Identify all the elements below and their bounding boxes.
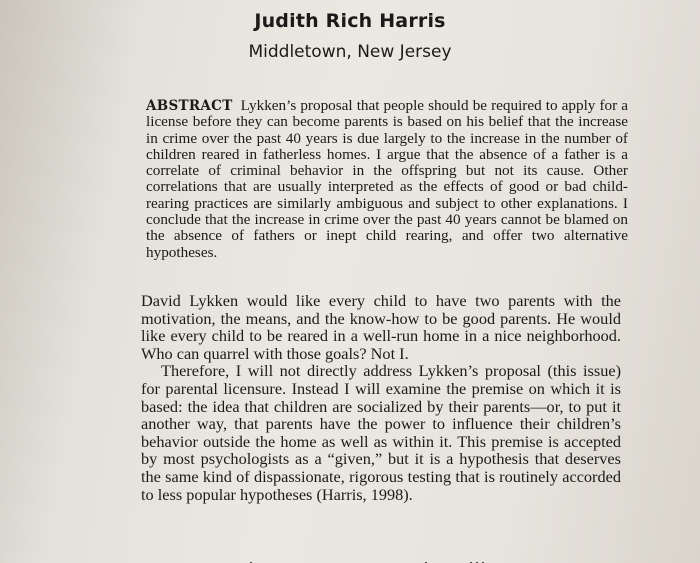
article-body: [141, 292, 621, 503]
cut-off-glyph-tops: [140, 558, 610, 563]
abstract-text: Lykken’s proposal that people should be required to apply for a license before they can become parents is based on his belief that the increase in crime over the past 40 years is due largely to the increase in the number of children reared in fatherless homes. I argue that the absence of a father is a correlate of criminal behavior in the offspring but not its cause. Other correlations that are usually interpreted as the effects of good or bad child-rearing practices are similarly ambiguous and subject to other explanations. I conclude that the increase in crime over the past 40 years cannot be blamed on the absence of fathers or inept child rearing, and offer two alternative hypotheses.: [146, 97, 628, 261]
author-name: Judith Rich Harris: [254, 10, 446, 32]
abstract-label: ABSTRACT: [146, 98, 233, 114]
body-paragraph-1: David Lykken would like every child to have two parents with the motivation, the means, and the know-how to be good parents. He would like every child to be reared in a well-run home in a nice neighborhood. Who can quarrel with those goals? Not I.: [141, 291, 621, 363]
cut-off-text-line: [140, 555, 610, 563]
body-paragraph-2: Therefore, I will not directly address Lykken’s proposal (this issue) for parental licensure. Instead I will examine the premise on which it is based: the idea that children are socialized by their parents—or, to put it another way, that parents have the power to influence their children’s behavior outside the home as well as within it. This premise is accepted by most psychologists as a “given,” but it is a hypothesis that deserves the same kind of dispassionate, rigorous testing that is routinely accorded to less popular hypotheses (Harris, 1998).: [141, 361, 621, 504]
author-affiliation: Middletown, New Jersey: [248, 42, 452, 62]
abstract-block: [146, 98, 628, 261]
